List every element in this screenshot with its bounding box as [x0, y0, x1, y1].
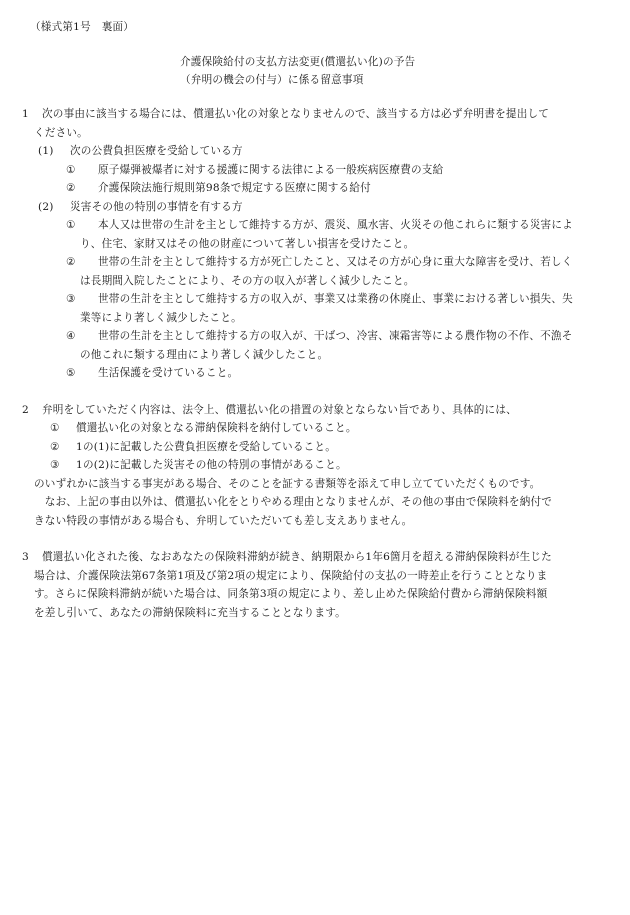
list-item — [38, 216, 612, 253]
title-line-1: 介護保険給付の支払方法変更(償還払い化)の予告 — [180, 56, 416, 68]
item-text-line-2: 業等により著しく減少したこと。 — [80, 311, 242, 324]
list-item — [22, 419, 612, 438]
item-text-line-1: 本人又は世帯の生計を主として維持する方が、震災、風水害、火災その他これらに類する災害によ — [98, 219, 573, 231]
subsection-1-2 — [22, 198, 612, 383]
item-text: 1の(2)に記載した災害その他の特別の事情があること。 — [76, 459, 347, 471]
form-label: （様式第1号 裏面） — [30, 21, 135, 33]
section-1-text-cont: ください。 — [34, 126, 88, 139]
item-mark: ③ — [66, 293, 76, 305]
section-3-line-1: 償還払い化された後、なおあなたの保険料滞納が続き、納期限から1年6箇月を超える滞納保険料が生じた — [42, 551, 552, 563]
item-mark: ① — [50, 422, 60, 434]
item-text: 1の(1)に記載した公費負担医療を受給していること。 — [76, 440, 337, 453]
section-3-line-3: す。さらに保険料滞納が続いた場合は、同条第3項の規定により、差し止めた保険給付費から滞納保険料額 — [34, 588, 548, 600]
list-item — [22, 456, 612, 475]
section-3-number: 3 — [22, 551, 29, 563]
item-mark: ⑤ — [66, 367, 76, 379]
subsection-1-1-text: 次の公費負担医療を受給している方 — [70, 145, 243, 157]
item-text-line-2: は長期間入院したことにより、その方の収入が著しく減少したこと。 — [80, 274, 415, 287]
item-mark: ① — [66, 219, 76, 231]
item-text-line-1: 世帯の生計を主として維持する方の収入が、干ばつ、冷害、凍霜害等による農作物の不作、不漁そ — [98, 330, 573, 342]
item-text: 介護保険法施行規則第98条で規定する医療に関する給付 — [98, 182, 371, 194]
subsection-1-1-mark: (1) — [38, 145, 54, 157]
item-text-line-2: の他これに類する理由により著しく減少したこと。 — [80, 348, 329, 361]
subsection-1-1 — [22, 142, 612, 198]
section-3-line-2: 場合は、介護保険法第67条第1項及び第2項の規定により、保険給付の支払の一時差止を行うこととなりま — [34, 569, 548, 582]
subsection-1-2-text: 災害その他の特別の事情を有する方 — [70, 200, 243, 213]
list-item — [38, 327, 612, 364]
list-item — [22, 438, 612, 457]
section-3 — [22, 548, 612, 622]
item-mark: ② — [66, 256, 76, 268]
section-3-line-4: を差し引いて、あなたの滞納保険料に充当することとなります。 — [34, 606, 346, 619]
subsection-1-2-mark: (2) — [38, 200, 54, 213]
title-line-2: （弁明の機会の付与）に係る留意事項 — [180, 74, 364, 86]
section-1-number: 1 — [22, 108, 29, 120]
item-text: 原子爆弾被爆者に対する援護に関する法律による一般疾病医療費の支給 — [98, 163, 444, 176]
item-mark: ④ — [66, 330, 76, 342]
section-2 — [22, 401, 612, 531]
section-2-closing: のいずれかに該当する事実がある場合、そのことを証する書類等を添えて申し立てていただくものです。 — [34, 477, 541, 490]
list-item — [38, 364, 612, 383]
list-item — [38, 179, 612, 198]
item-text-line-1: 世帯の生計を主として維持する方が死亡したこと、又はその方が心身に重大な障害を受け、若しく — [98, 256, 573, 268]
section-2-note-line-2: きない特段の事情がある場合も、弁明していただいても差し支えありません。 — [34, 514, 413, 527]
section-1-text: 次の事由に該当する場合には、償還払い化の対象となりませんので、該当する方は必ず弁明書を提出して — [42, 108, 550, 120]
list-item — [38, 253, 612, 290]
section-2-text: 弁明をしていただく内容は、法令上、償還払い化の措置の対象とならない旨であり、具体的には、 — [42, 403, 517, 416]
list-item — [38, 290, 612, 327]
item-mark: ② — [50, 440, 60, 453]
item-mark: ② — [66, 182, 76, 194]
item-text: 償還払い化の対象となる滞納保険料を納付していること。 — [76, 422, 357, 434]
document-title — [180, 53, 415, 89]
list-item — [38, 161, 612, 180]
document-body — [22, 105, 612, 640]
item-text-line-2: り、住宅、家財又はその他の財産について著しい損害を受けたこと。 — [80, 237, 415, 250]
item-text-line-1: 生活保護を受けていること。 — [98, 367, 239, 379]
item-mark: ① — [66, 163, 76, 176]
section-1 — [22, 105, 612, 383]
item-mark: ③ — [50, 459, 60, 471]
section-2-number: 2 — [22, 403, 29, 416]
section-2-note-line-1: なお、上記の事由以外は、償還払い化をとりやめる理由となりませんが、その他の事由で保険料を納付で — [34, 496, 553, 508]
item-text-line-1: 世帯の生計を主として維持する方の収入が、事業又は業務の休廃止、事業における著しい損失、失 — [98, 293, 573, 305]
